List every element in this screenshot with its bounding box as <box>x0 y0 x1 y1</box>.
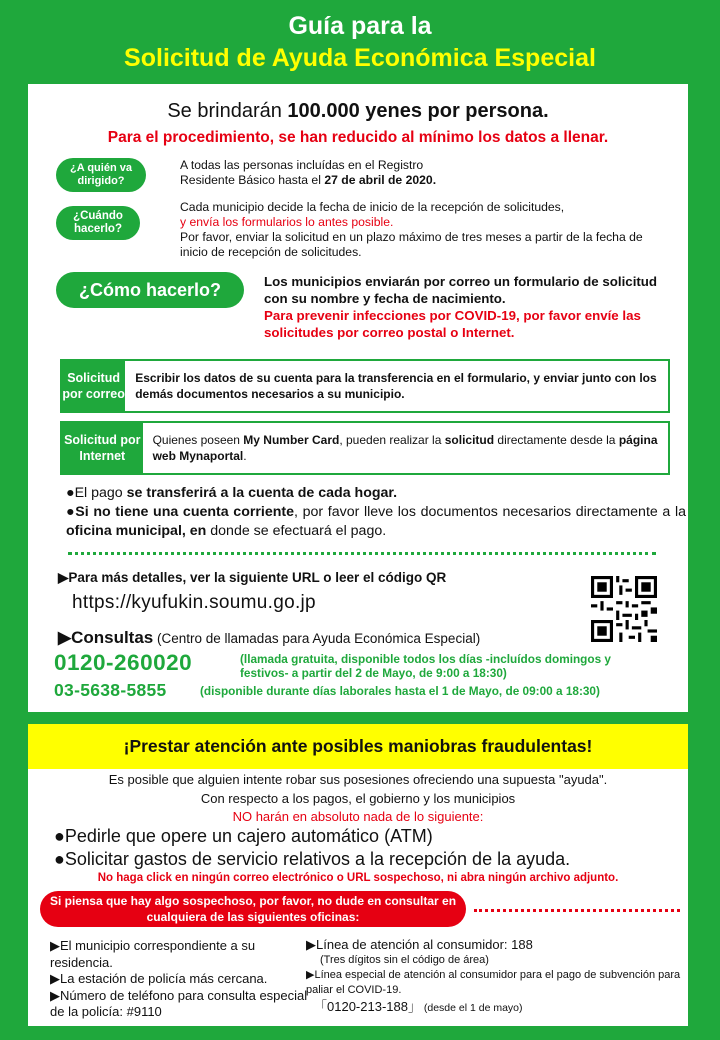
office1: ▶El municipio correspondiente a su residencia. <box>50 938 256 970</box>
who-text-1: A todas las personas incluídas en el Registro <box>180 158 424 172</box>
mi-t3: directamente desde la <box>494 433 619 447</box>
fraud-line2: Con respecto a los pagos, el gobierno y los municipios <box>200 791 516 806</box>
offices-left <box>50 938 310 1021</box>
dotted-divider <box>68 552 656 555</box>
who-text-2: Residente Básico hasta el <box>180 173 325 187</box>
office5-phone[interactable]: 「0120-213-188」 <box>314 999 421 1014</box>
when-text-red: y envía los formularios lo antes posible. <box>180 215 394 229</box>
consult-title: ▶Consultas <box>58 628 154 647</box>
fraud-title: ¡Prestar atención ante posibles maniobras fraudulentas! <box>28 724 688 769</box>
who-text <box>180 158 660 188</box>
details-text: ▶Para más detalles, ver la siguiente URL o leer el código QR <box>58 570 447 585</box>
details-url[interactable]: https://kyufukin.soumu.go.jp <box>72 592 316 613</box>
amount-bold: 100.000 yenes por persona. <box>287 100 549 122</box>
payment-bullet2-bold: ●Si no tiene una cuenta corriente <box>66 504 295 520</box>
reduced-notice: Para el procedimiento, se han reducido al mínimo los datos a llenar. <box>107 129 609 146</box>
fraud-line3: NO harán en absoluto nada de lo siguiente: <box>232 809 484 824</box>
fraud-line1: Es posible que alguien intente robar sus posesiones ofreciendo una supuesta "ayuda". <box>108 772 608 787</box>
phone1-note: (llamada gratuita, disponible todos los días -incluídos domingos y festivos- a partir del 2 de Mayo, de 9:00 a 18:30) <box>240 652 611 680</box>
who-label: ¿A quién va dirigido? <box>56 158 146 192</box>
payment-bullet2-bold2: oficina municipal, en <box>66 523 207 539</box>
office2: ▶La estación de policía más cercana. <box>50 971 268 986</box>
suspect-pill: Si piensa que hay algo sospechoso, por favor, no dude en consultar en cualquiera de las siguientes oficinas: <box>40 891 466 927</box>
when-text-3: Por favor, enviar la solicitud en un plazo máximo de tres meses a partir de la fecha de inicio de recepción de solicitudes. <box>180 230 643 259</box>
offices-right <box>306 936 686 1017</box>
payment-bullet1-bold: se transferirá a la cuenta de cada hogar. <box>126 485 398 501</box>
fraud-item2: ●Solicitar gastos de servicio relativos a la recepción de la ayuda. <box>54 849 571 869</box>
info-panel <box>28 84 688 712</box>
office5-note: (desde el 1 de mayo) <box>420 1002 523 1014</box>
office5: ▶Línea especial de atención al consumidor para el pago de subvención para paliar el COVID-19. <box>306 969 681 996</box>
mi-b3: página web Mynaportal <box>152 433 658 463</box>
when-label: ¿Cuándo hacerlo? <box>56 206 140 240</box>
when-text-1: Cada municipio decide la fecha de inicio de la recepción de solicitudes, <box>180 200 565 214</box>
when-text <box>180 200 670 260</box>
method-mail-text: Escribir los datos de su cuenta para la transferencia en el formulario, y enviar junto con los demás documentos necesarios a su municipio. <box>135 371 657 401</box>
fraud-item1: ●Pedirle que opere un cajero automático (ATM) <box>54 826 433 846</box>
mi-b2: solicitud <box>444 433 495 447</box>
page-title-line1: Guía para la <box>288 12 432 40</box>
mi-t1: Quienes poseen <box>152 433 244 447</box>
method-mail-label: Solicitud por correo <box>62 361 125 411</box>
office4: ▶Línea de atención al consumidor: 188 <box>306 937 533 952</box>
page-title-line2: Solicitud de Ayuda Económica Especial <box>124 44 596 72</box>
red-dotted-line <box>474 909 680 912</box>
mi-t4: . <box>243 449 247 463</box>
payment-bullet1-pre: ●El pago <box>66 485 127 501</box>
how-text-red: Para prevenir infecciones por COVID-19, por favor envíe las solicitudes por correo postal o Internet. <box>264 308 641 340</box>
who-date: 27 de abril de 2020. <box>324 173 437 187</box>
phone1[interactable]: 0120-260020 <box>54 650 193 675</box>
payment-bullet2-end: donde se efectuará el pago. <box>206 523 387 539</box>
office3: ▶Número de teléfono para consulta especial de la policía: #9110 <box>50 987 308 1019</box>
how-label: ¿Cómo hacerlo? <box>56 272 244 308</box>
office4-note: (Tres dígitos sin el código de área) <box>320 954 489 966</box>
amount-headline <box>28 100 688 123</box>
how-text <box>264 273 664 341</box>
mi-t2: , pueden realizar la <box>339 433 445 447</box>
phone2[interactable]: 03-5638-5855 <box>54 680 167 700</box>
method-internet-label: Solicitud por Internet <box>62 423 143 473</box>
mi-b1: My Number Card <box>243 433 340 447</box>
payment-bullet2-mid: , por favor lleve los documentos necesarios directamente a la <box>294 504 686 520</box>
method-internet-text <box>143 423 668 473</box>
consult-subtitle: (Centro de llamadas para Ayuda Económica Especial) <box>153 631 481 646</box>
payment-info <box>66 484 686 541</box>
how-text-black: Los municipios enviarán por correo un formulario de solicitud con su nombre y fecha de nacimiento. <box>264 274 658 306</box>
phone2-note: (disponible durante días laborales hasta el 1 de Mayo, de 09:00 a 18:30) <box>200 684 600 698</box>
fraud-nolink: No haga click en ningún correo electrónico o URL sospechoso, ni abra ningún archivo adjunto. <box>97 872 619 884</box>
method-internet <box>60 421 670 475</box>
fraud-panel <box>28 724 688 1026</box>
consult-heading <box>58 628 678 648</box>
amount-pre: Se brindarán <box>167 100 288 122</box>
method-mail <box>60 359 670 413</box>
